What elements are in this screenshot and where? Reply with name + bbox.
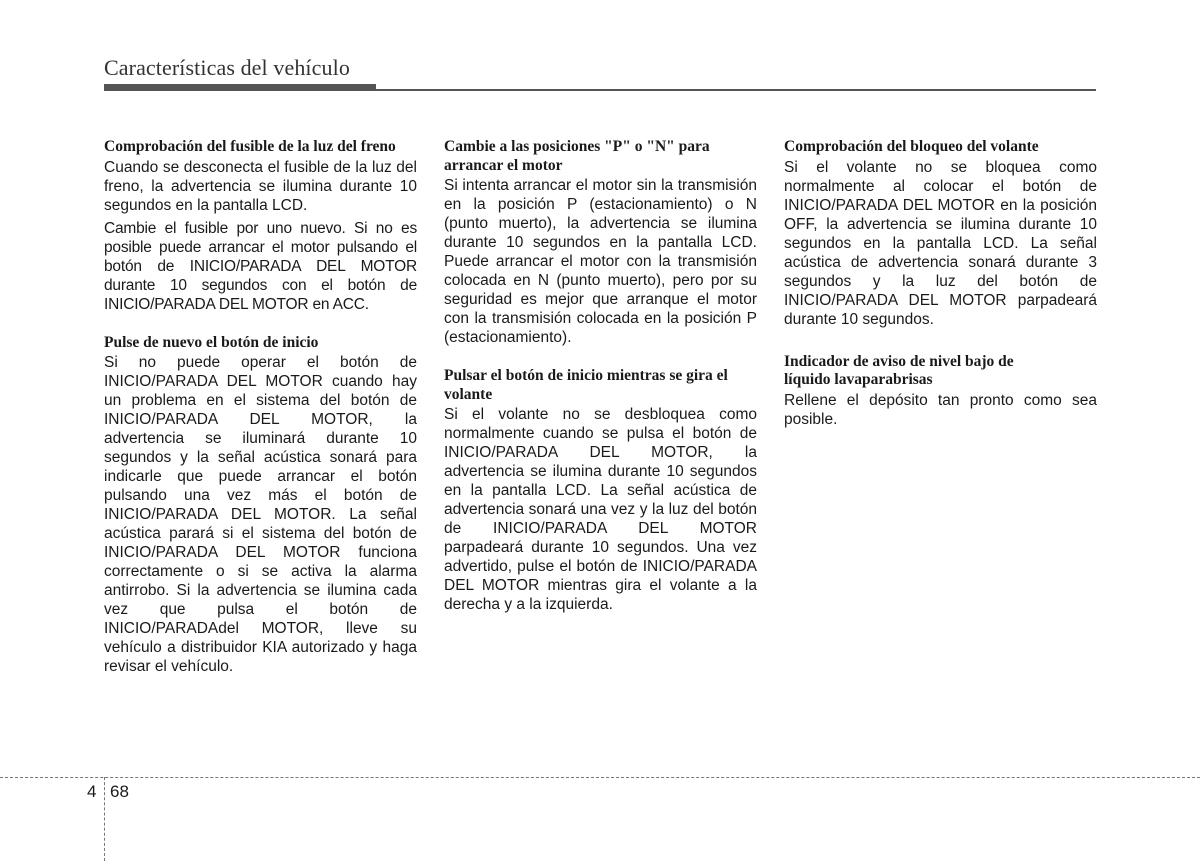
section-press-start-again <box>104 334 417 677</box>
text-column-3 <box>784 138 1097 429</box>
paragraph: Rellene el depósito tan pronto como sea posible. <box>784 391 1097 428</box>
page-number: 68 <box>110 782 129 801</box>
paragraph: Si el volante no se desbloquea como normalmente cuando se pulsa el botón de INICIO/PARADA DEL MOTOR, la advertencia se ilumina durante 10 segundos en la pantalla LCD. La señal acústica de advertencia sonará una vez y la luz del botón de INICIO/PARADA DEL MOTOR parpadeará durante 10 segundos. Una vez advertido, pulse el botón de INICIO/PARADA DEL MOTOR mientras gira el volante a la derecha y a la izquierda. <box>444 406 757 613</box>
section-brake-fuse-check <box>104 138 417 314</box>
section-heading: Pulsar el botón de inicio mientras se gira el volante <box>444 367 728 403</box>
section-heading: Cambie a las posiciones "P" o "N" para arrancar el motor <box>444 138 710 174</box>
section-press-start-turning-wheel <box>444 367 757 614</box>
section-heading: Pulse de nuevo el botón de inicio <box>104 333 319 351</box>
paragraph: Si no puede operar el botón de INICIO/PARADA DEL MOTOR cuando hay un problema en el sistema del botón de INICIO/PARADA DEL MOTOR, la advertencia se iluminará durante 10 segundos y la señal acústica sonará para indicarle que puede arrancar el botón pulsando una vez más el botón de INICIO/PARADA DEL MOTOR. La señal acústica parará si el sistema del botón de INICIO/PARADA DEL MOTOR funciona correctamente o si se activa la alarma antirrobo. Si la advertencia se ilumina cada vez que pulsa el botón de INICIO/PARADAdel MOTOR, lleve su vehículo a distribuidor KIA autorizado y haga revisar el vehículo. <box>104 354 417 675</box>
text-column-2 <box>444 138 757 614</box>
paragraph: Si el volante no se bloquea como normalmente al colocar el botón de INICIO/PARADA DEL MOTOR en la posición OFF, la advertencia se ilumina durante 10 segundos en la pantalla LCD. La señal acústica de advertencia sonará durante 3 segundos y la luz del botón de INICIO/PARADA DEL MOTOR parpadeará durante 10 segundos. <box>784 158 1097 328</box>
footer-rule <box>0 777 1200 778</box>
section-steering-lock-check <box>784 138 1097 329</box>
text-column-1 <box>104 138 417 676</box>
chapter-number: 4 <box>87 782 97 801</box>
section-low-washer-fluid <box>784 353 1097 429</box>
section-shift-p-or-n <box>444 138 757 347</box>
section-heading: Comprobación del bloqueo del volante <box>784 138 1039 155</box>
header-rule <box>104 89 1096 91</box>
footer-divider <box>104 777 105 861</box>
section-heading: Comprobación del fusible de la luz del freno <box>104 138 396 155</box>
section-heading: Indicador de aviso de nivel bajo de líquido lavaparabrisas <box>784 352 1014 388</box>
paragraph: Si intenta arrancar el motor sin la transmisión en la posición P (estacionamiento) o N (punto muerto), la advertencia se ilumina durante 10 segundos en la pantalla LCD. Puede arrancar el motor con la transmisión colocada en N (punto muerto), pero por su seguridad es mejor que arranque el motor con la transmisión colocada en la posición P (estacionamiento). <box>444 177 757 346</box>
paragraph: Cambie el fusible por uno nuevo. Si no es posible puede arrancar el motor pulsando el botón de INICIO/PARADA DEL MOTOR durante 10 segundos con el botón de INICIO/PARADA DEL MOTOR en ACC. <box>104 219 417 313</box>
page-header-title: Características del vehículo <box>104 55 350 80</box>
paragraph: Cuando se desconecta el fusible de la luz del freno, la advertencia se ilumina durante 10 segundos en la pantalla LCD. <box>104 158 417 214</box>
